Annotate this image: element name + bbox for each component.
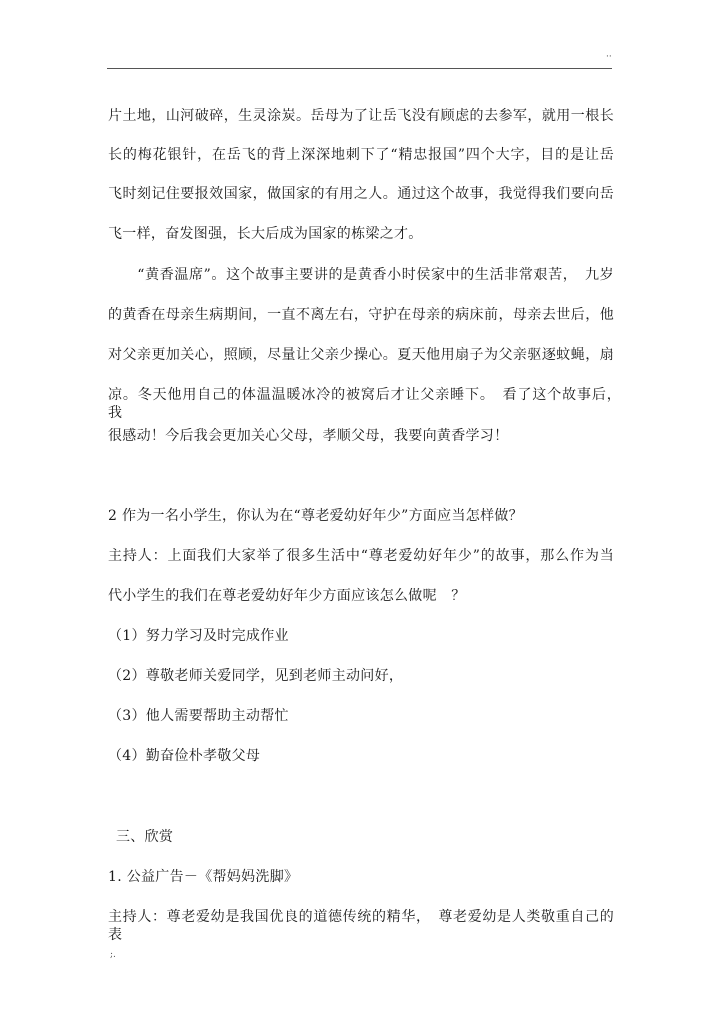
list-item: （3）他人需要帮助主动帮忙: [108, 708, 289, 724]
list-item: （2）尊敬老师关爱同学，见到老师主动问好，: [108, 668, 404, 684]
question-heading: 2 作为一名小学生，你认为在“尊老爱幼好年少”方面应当怎样做？: [108, 508, 523, 524]
paragraph-line: “黄香温席”。这个故事主要讲的是黄香小时侯家中的生活非常艰苦， 九岁: [108, 267, 614, 283]
header-mark: ··: [606, 52, 612, 62]
paragraph-line: 飞一样，奋发图强，长大后成为国家的栋梁之才。: [108, 226, 423, 242]
header-rule: [107, 68, 612, 69]
paragraph-line: 的黄香在母亲生病期间，一直不离左右，守护在母亲的病床前，母亲去世后，他: [108, 307, 614, 323]
list-item: （1）努力学习及时完成作业: [108, 628, 289, 644]
paragraph-line: 代小学生的我们在尊老爱幼好年少方面应该怎么做呢 ？: [108, 588, 466, 604]
list-item: （4）勤奋俭朴孝敬父母: [108, 748, 261, 764]
paragraph-line: 主持人：尊老爱幼是我国优良的道德传统的精华， 尊老爱幼是人类敬重自己的表: [108, 909, 614, 943]
paragraph-line: 长的梅花银针，在岳飞的背上深深地刺下了“精忠报国”四个大字，目的是让岳: [108, 147, 614, 163]
paragraph-line: 片土地，山河破碎，生灵涂炭。岳母为了让岳飞没有顾虑的去参军，就用一根长: [108, 108, 614, 124]
footer-mark: ;.: [110, 950, 116, 960]
paragraph-line: 飞时刻记住要报效国家，做国家的有用之人。通过这个故事，我觉得我们要向岳: [108, 186, 614, 202]
paragraph-line: 主持人：上面我们大家举了很多生活中“尊老爱幼好年少”的故事，那么作为当: [108, 548, 614, 564]
paragraph-line: 凉。冬天他用自己的体温温暖冰冷的被窝后才让父亲睡下。 看了这个故事后， 我: [108, 387, 629, 421]
paragraph-line: 很感动！今后我会更加关心父母，孝顺父母，我要向黄香学习！: [108, 428, 509, 444]
paragraph-line: 对父亲更加关心，照顾，尽量让父亲少操心。夏天他用扇子为父亲驱逐蚊蝇，扇: [108, 347, 614, 363]
section-heading: 三、欣赏: [116, 829, 174, 845]
sub-heading: 1. 公益广告－《帮妈妈洗脚》: [108, 869, 299, 885]
